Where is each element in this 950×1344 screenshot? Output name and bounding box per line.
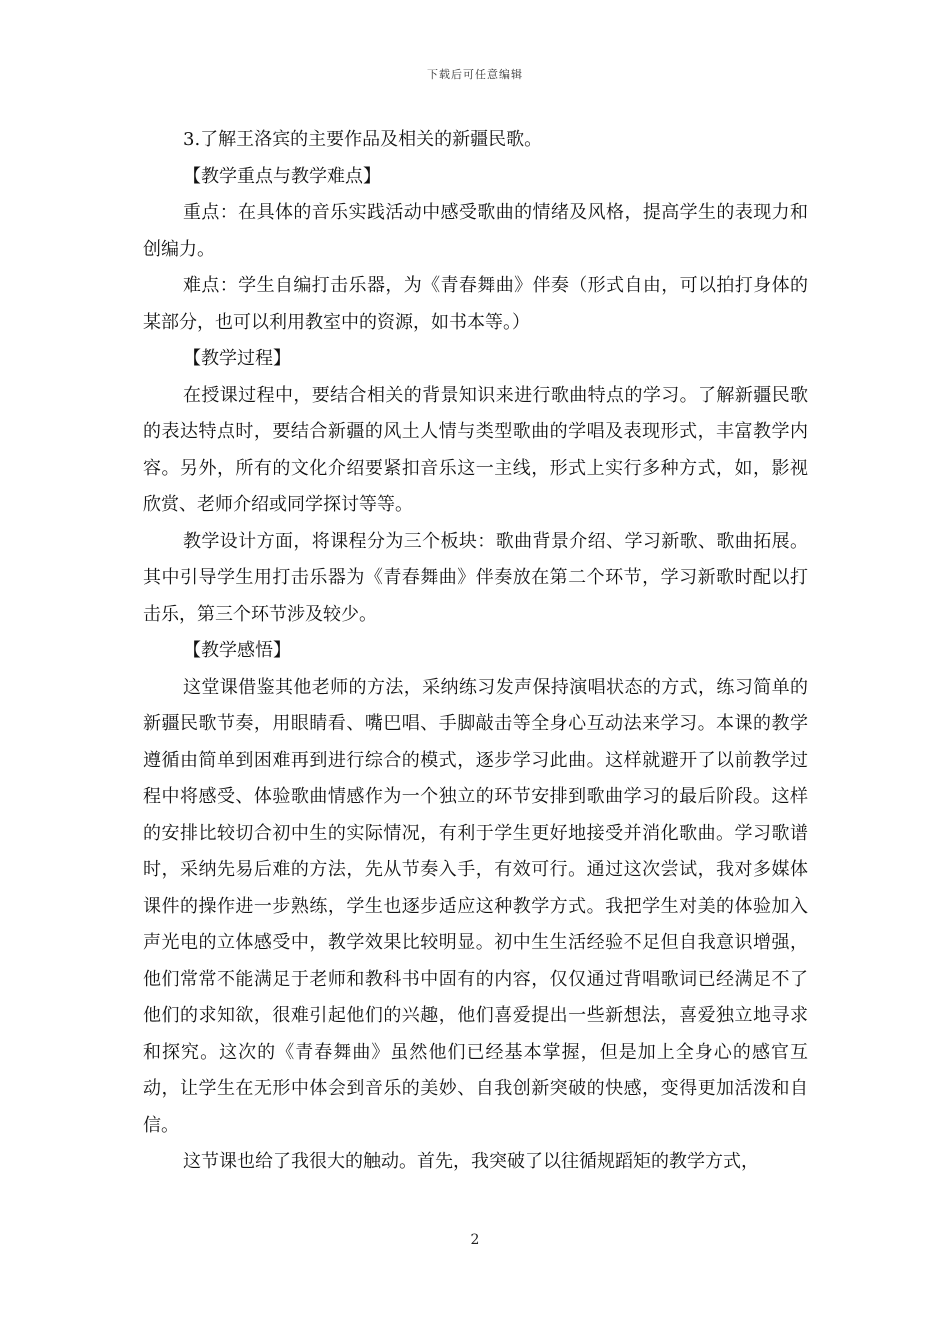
section-heading-key-points: 【教学重点与教学难点】 xyxy=(183,165,381,187)
page-header: 下载后可任意编辑 xyxy=(427,68,523,81)
paragraph-difficulty: 难点：学生自编打击乐器，为《青春舞曲》伴奏（形式自由，可以拍打身体的某部分，也可以利用教室中的资源，如书本等。） xyxy=(143,275,808,333)
section-heading-process: 【教学过程】 xyxy=(183,348,291,369)
paragraph-reflection-1: 这堂课借鉴其他老师的方法，采纳练习发声保持演唱状态的方式，练习简单的新疆民歌节奏，用眼睛看、嘴巴唱、手脚敲击等全身心互动法来学习。本课的教学遵循由简单到困难再到进行综合的模式，逐步学习此曲。这样就避开了以前教学过程中将感受、体验歌曲情感作为一个独立的环节安排到歌曲学习的最后阶段。这样的安排比较切合初中生的实际情况，有利于学生更好地接受并消化歌曲。学习歌谱时，采纳先易后难的方法，先从节奏入手，有效可行。通过这次尝试，我对多媒体课件的操作进一步熟练，学生也逐步适应这种教学方式。我把学生对美的体验加入声光电的立体感受中，教学效果比较明显。初中生生活经验不足但自我意识增强，他们常常不能满足于老师和教科书中固有的内容，仅仅通过背唱歌词已经满足不了他们的求知欲，很难引起他们的兴趣，他们喜爱提出一些新想法，喜爱独立地寻求和探究。这次的《青春舞曲》虽然他们已经基本掌握，但是加上全身心的感官互动，让学生在无形中体会到音乐的美妙、自我创新突破的快感，变得更加活泼和自信。 xyxy=(143,676,808,1136)
objective-item-3: 3.了解王洛宾的主要作品及相关的新疆民歌。 xyxy=(183,129,543,150)
paragraph-process-1: 在授课过程中，要结合相关的背景知识来进行歌曲特点的学习。了解新疆民歌的表达特点时，要结合新疆的风土人情与类型歌曲的学唱及表现形式，丰富教学内容。另外，所有的文化介绍要紧扣音乐这一主线，形式上实行多种方式，如，影视欣赏、老师介绍或同学探讨等等。 xyxy=(143,384,808,515)
paragraph-process-2: 教学设计方面，将课程分为三个板块：歌曲背景介绍、学习新歌、歌曲拓展。其中引导学生用打击乐器为《青春舞曲》伴奏放在第二个环节，学习新歌时配以打击乐，第三个环节涉及较少。 xyxy=(143,530,808,625)
section-heading-reflection: 【教学感悟】 xyxy=(183,640,291,661)
paragraph-key-point: 重点：在具体的音乐实践活动中感受歌曲的情绪及风格，提高学生的表现力和创编力。 xyxy=(143,202,808,260)
paragraph-reflection-2: 这节课也给了我很大的触动。首先，我突破了以往循规蹈矩的教学方式， xyxy=(183,1151,759,1172)
document-body xyxy=(143,122,808,1181)
page-number: 2 xyxy=(470,1232,480,1248)
